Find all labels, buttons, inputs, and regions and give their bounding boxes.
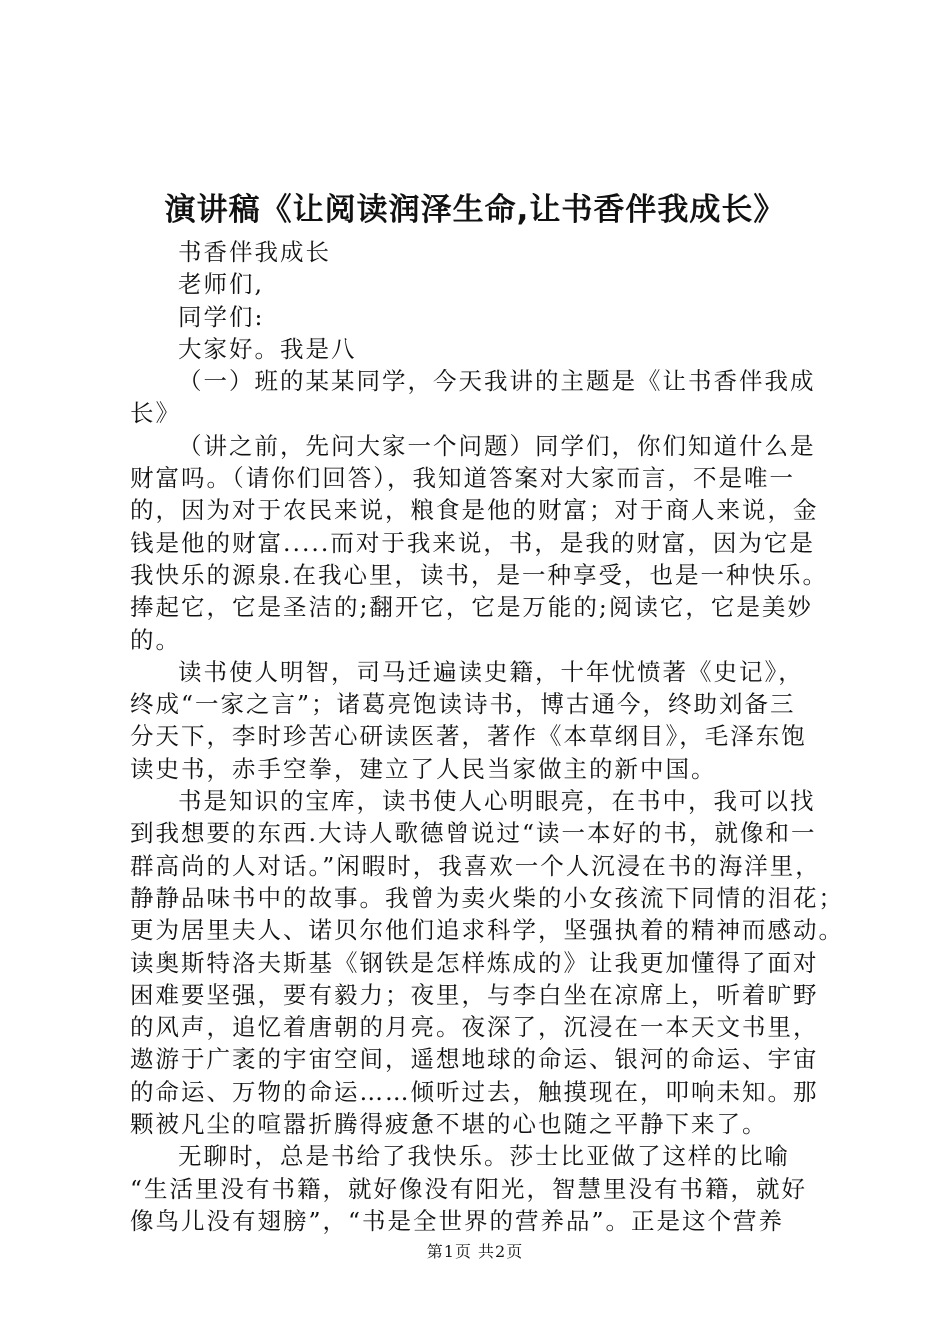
- text-line: 长》: [130, 399, 181, 428]
- text-line: 困难要坚强，要有毅力；夜里，与李白坐在凉席上，听着旷野: [130, 980, 819, 1009]
- text-line: 静静品味书中的故事。我曾为卖火柴的小女孩流下同情的泪花；: [130, 883, 844, 912]
- document-body: [130, 236, 844, 1237]
- text-line: 更为居里夫人、诺贝尔他们追求科学，坚强执着的精神而感动。: [130, 916, 844, 945]
- text-line: 钱是他的财富.....而对于我来说，书，是我的财富，因为它是: [130, 528, 815, 557]
- text-line: 的，因为对于农民来说，粮食是他的财富；对于商人来说，金: [130, 496, 819, 525]
- text-line: 无聊时，总是书给了我快乐。莎士比亚做了这样的比喻: [178, 1142, 790, 1171]
- text-line: 同学们:: [178, 302, 265, 331]
- text-line: 书是知识的宝库，读书使人心明眼亮，在书中，我可以找: [178, 787, 816, 816]
- text-line: 的命运、万物的命运……倾听过去，触摸现在，叩响未知。那: [130, 1077, 819, 1106]
- text-line: 群高尚的人对话。”闲暇时，我喜欢一个人沉浸在书的海洋里，: [130, 851, 821, 880]
- page-footer: 第1页 共2页: [426, 1242, 524, 1261]
- document-title: 演讲稿《让阅读润泽生命,让书香伴我成长》: [164, 192, 786, 228]
- text-line: 颗被凡尘的喧嚣折腾得疲惫不堪的心也随之平静下来了。: [130, 1110, 768, 1139]
- text-line: 大家好。我是八: [178, 334, 357, 363]
- text-line: “生活里没有书籍，就好像没有阳光，智慧里没有书籍，就好: [130, 1174, 808, 1203]
- text-line: 的风声，追忆着唐朝的月亮。夜深了，沉浸在一本天文书里，: [130, 1013, 819, 1042]
- text-line: 分天下，李时珍苦心研读医著，著作《本草纲目》，毛泽东饱: [130, 722, 807, 751]
- text-line: 读奥斯特洛夫斯基《钢铁是怎样炼成的》让我更加懂得了面对: [130, 948, 819, 977]
- text-line: 书香伴我成长: [178, 238, 331, 266]
- text-line: （讲之前，先问大家一个问题）同学们，你们知道什么是: [178, 431, 816, 460]
- text-line: 终成“一家之言”；诸葛亮饱读诗书，博古通今，终助刘备三: [130, 690, 796, 719]
- text-line: 老师们,: [178, 270, 264, 299]
- text-line: 的。: [130, 625, 181, 654]
- text-line: 到我想要的东西.大诗人歌德曾说过“读一本好的书，就像和一: [130, 819, 817, 848]
- text-line: 我快乐的源泉.在我心里，读书，是一种享受，也是一种快乐。: [130, 560, 828, 589]
- text-line: 捧起它，它是圣洁的;翻开它，它是万能的;阅读它，它是美妙: [130, 593, 813, 622]
- text-line: 遨游于广袤的宇宙空间，遥想地球的命运、银河的命运、宇宙: [130, 1045, 819, 1074]
- text-line: 读书使人明智，司马迁遍读史籍，十年忧愤著《史记》，: [178, 657, 804, 686]
- text-line: 读史书，赤手空拳，建立了人民当家做主的新中国。: [130, 754, 717, 783]
- text-line: 财富吗。（请你们回答），我知道答案对大家而言，不是唯一: [130, 464, 795, 493]
- text-line: （一）班的某某同学，今天我讲的主题是《让书香伴我成: [178, 367, 816, 396]
- text-line: 像鸟儿没有翅膀”，“书是全世界的营养品”。正是这个营养: [130, 1206, 785, 1235]
